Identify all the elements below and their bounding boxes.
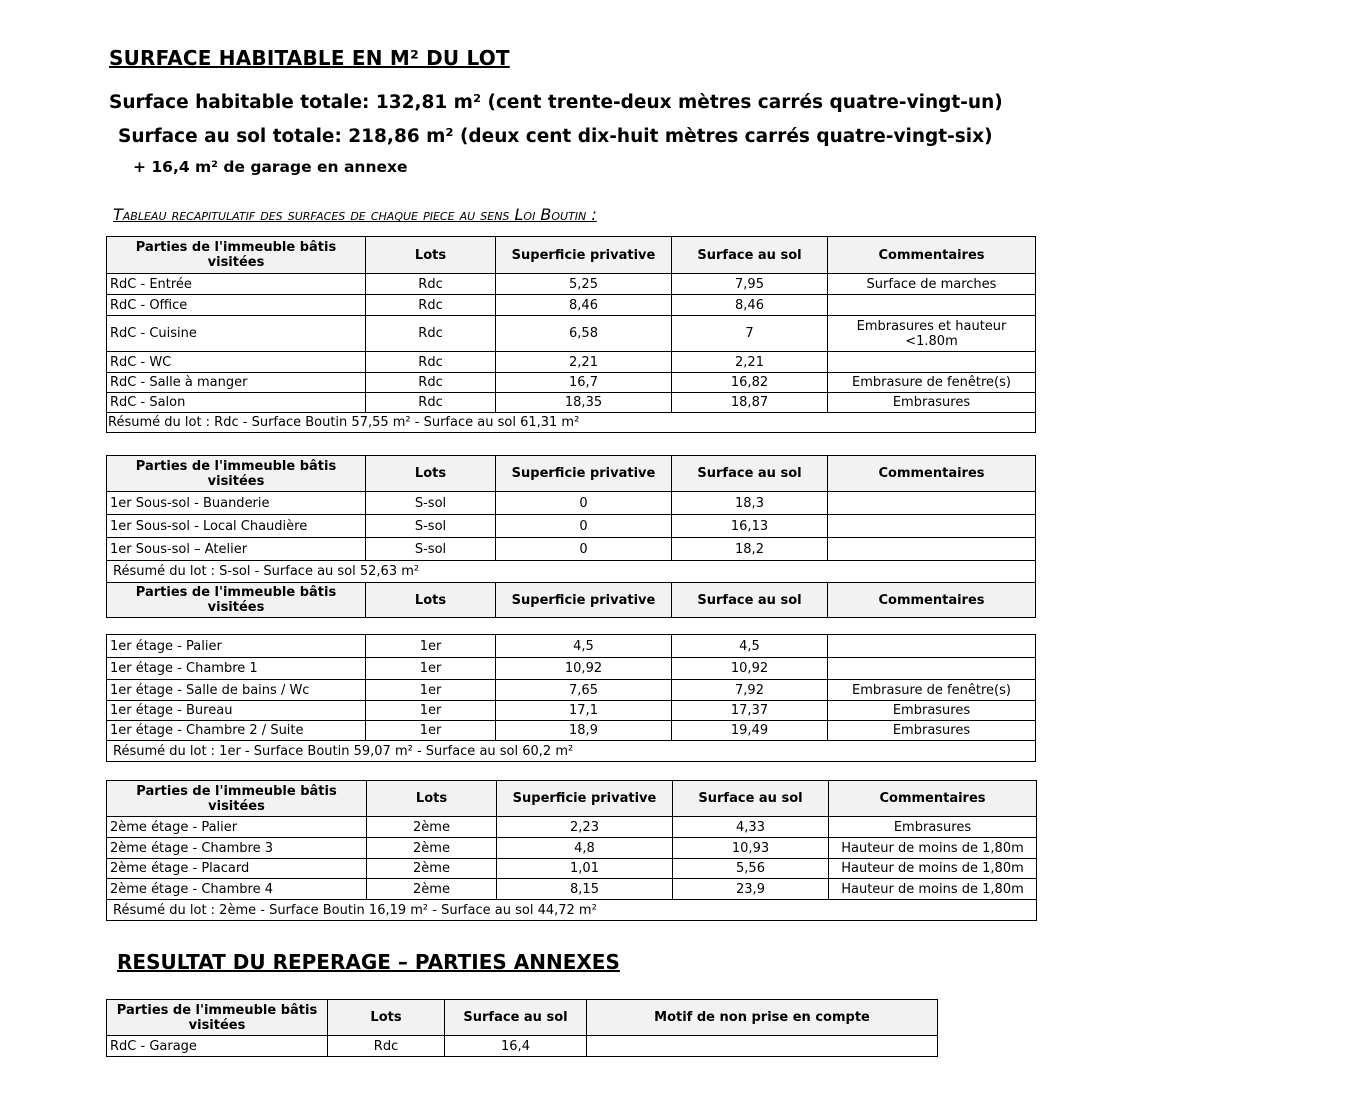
- header-surface-sol: Surface au sol: [672, 583, 828, 618]
- lot-summary-etage2: Résumé du lot : 2ème - Surface Boutin 16,19 m² - Surface au sol 44,72 m²: [107, 900, 1037, 921]
- header-parties: Parties de l'immeuble bâtis visitées: [107, 781, 367, 817]
- table-row: RdC - Office Rdc 8,46 8,46: [107, 295, 1036, 316]
- header-parties: Parties de l'immeuble bâtis visitées: [107, 583, 366, 618]
- header-commentaires: Commentaires: [828, 456, 1036, 492]
- header-lots: Lots: [366, 456, 496, 492]
- table-row: 1er étage - Bureau 1er 17,1 17,37 Embrasures: [107, 701, 1036, 721]
- table-row: RdC - Salle à manger Rdc 16,7 16,82 Embrasure de fenêtre(s): [107, 373, 1036, 393]
- table-row: RdC - Entrée Rdc 5,25 7,95 Surface de marches: [107, 274, 1036, 295]
- table-row: 1er Sous-sol - Local Chaudière S-sol 0 16,13: [107, 515, 1036, 538]
- table-row: 2ème étage - Palier 2ème 2,23 4,33 Embrasures: [107, 817, 1037, 838]
- table-row: 2ème étage - Chambre 4 2ème 8,15 23,9 Hauteur de moins de 1,80m: [107, 879, 1037, 900]
- garage-annex-note: + 16,4 m² de garage en annexe: [133, 158, 408, 176]
- header-surface-sol: Surface au sol: [445, 1000, 587, 1036]
- table-annexes: [106, 999, 938, 1057]
- header-commentaires: Commentaires: [829, 781, 1037, 817]
- table-row: RdC - Salon Rdc 18,35 18,87 Embrasures: [107, 393, 1036, 413]
- header-lots: Lots: [367, 781, 497, 817]
- header-superficie: Superficie privative: [496, 237, 672, 274]
- header-commentaires: Commentaires: [828, 237, 1036, 274]
- header-superficie: Superficie privative: [496, 583, 672, 618]
- table-row: 1er étage - Chambre 2 / Suite 1er 18,9 19,49 Embrasures: [107, 721, 1036, 741]
- table-row: 1er étage - Palier 1er 4,5 4,5: [107, 635, 1036, 658]
- table-rdc: [106, 236, 1036, 433]
- header-surface-sol: Surface au sol: [672, 456, 828, 492]
- table-row: 1er étage - Chambre 1 1er 10,92 10,92: [107, 658, 1036, 680]
- header-parties: Parties de l'immeuble bâtis visitées: [107, 1000, 328, 1036]
- table-row: RdC - WC Rdc 2,21 2,21: [107, 352, 1036, 373]
- header-parties: Parties de l'immeuble bâtis visitées: [107, 456, 366, 492]
- table-row: RdC - Cuisine Rdc 6,58 7 Embrasures et hauteur <1.80m: [107, 316, 1036, 352]
- header-superficie: Superficie privative: [496, 456, 672, 492]
- header-motif: Motif de non prise en compte: [587, 1000, 938, 1036]
- table-ssol: [106, 455, 1036, 618]
- header-commentaires: Commentaires: [828, 583, 1036, 618]
- table-row: 1er étage - Salle de bains / Wc 1er 7,65 7,92 Embrasure de fenêtre(s): [107, 680, 1036, 701]
- header-lots: Lots: [366, 237, 496, 274]
- page-title: SURFACE HABITABLE EN M² DU LOT: [109, 46, 510, 70]
- table-row: 1er Sous-sol – Atelier S-sol 0 18,2: [107, 538, 1036, 561]
- header-surface-sol: Surface au sol: [673, 781, 829, 817]
- lot-summary-etage1: Résumé du lot : 1er - Surface Boutin 59,07 m² - Surface au sol 60,2 m²: [107, 741, 1036, 762]
- table-row: 2ème étage - Placard 2ème 1,01 5,56 Hauteur de moins de 1,80m: [107, 859, 1037, 879]
- total-floor-area: Surface au sol totale: 218,86 m² (deux cent dix-huit mètres carrés quatre-vingt-six): [118, 126, 993, 147]
- table-etage1: [106, 634, 1036, 762]
- table-title: Tableau recapitulatif des surfaces de chaque piece au sens Loi Boutin :: [113, 205, 597, 224]
- table-row: 2ème étage - Chambre 3 2ème 4,8 10,93 Hauteur de moins de 1,80m: [107, 838, 1037, 859]
- header-parties: Parties de l'immeuble bâtis visitées: [107, 237, 366, 274]
- table-row: 1er Sous-sol - Buanderie S-sol 0 18,3: [107, 492, 1036, 515]
- header-lots: Lots: [328, 1000, 445, 1036]
- header-lots: Lots: [366, 583, 496, 618]
- annexes-title: RESULTAT DU REPERAGE – PARTIES ANNEXES: [117, 950, 620, 974]
- header-surface-sol: Surface au sol: [672, 237, 828, 274]
- table-etage2: [106, 780, 1037, 921]
- total-living-area: Surface habitable totale: 132,81 m² (cent trente-deux mètres carrés quatre-vingt-un): [109, 92, 1003, 113]
- lot-summary-rdc: Résumé du lot : Rdc - Surface Boutin 57,55 m² - Surface au sol 61,31 m²: [107, 413, 1036, 433]
- lot-summary-ssol: Résumé du lot : S-sol - Surface au sol 52,63 m²: [107, 561, 1036, 583]
- table-row: RdC - Garage Rdc 16,4: [107, 1036, 938, 1057]
- header-superficie: Superficie privative: [497, 781, 673, 817]
